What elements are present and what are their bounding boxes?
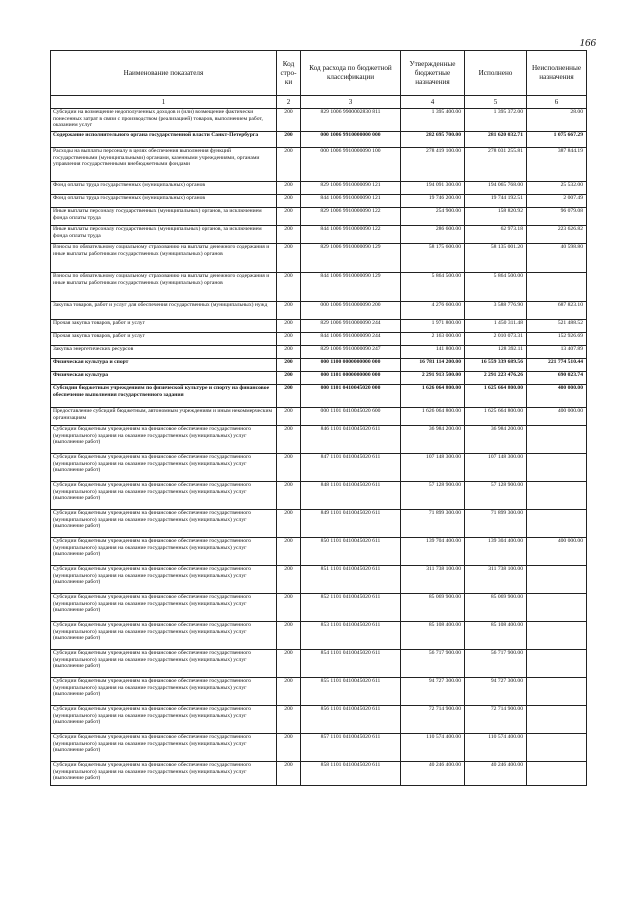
row-unexecuted (527, 510, 587, 538)
row-approved: 16 781 114 200.00 (401, 359, 465, 372)
row-executed: 85 069 900.00 (465, 594, 527, 622)
row-approved: 2 291 913 500.00 (401, 372, 465, 385)
row-line-code: 200 (277, 195, 301, 208)
row-unexecuted: 28.00 (527, 109, 587, 132)
row-executed: 85 108 400.00 (465, 622, 527, 650)
page-number: 166 (579, 37, 596, 49)
header-line-code: Код стро-ки (277, 51, 301, 96)
row-unexecuted: 687 823.10 (527, 302, 587, 320)
row-budget-code: 000 1006 9910000000 000 (301, 132, 401, 148)
row-approved: 194 091 300.00 (401, 182, 465, 195)
row-approved: 2 163 000.00 (401, 333, 465, 346)
table-row (51, 408, 587, 426)
table-header-row (51, 51, 587, 96)
row-budget-code: 000 1101 0410045020 000 (301, 385, 401, 408)
row-unexecuted (527, 566, 587, 594)
row-approved: 139 704 400.00 (401, 538, 465, 566)
row-budget-code: 829 1006 9910000090 129 (301, 244, 401, 273)
table-row (51, 302, 587, 320)
row-name: Иные выплаты персоналу государственных (муниципальных) органов, за исключением фонда оплаты труда (51, 208, 277, 226)
row-unexecuted: 40 598.80 (527, 244, 587, 273)
column-number: 3 (301, 96, 401, 109)
row-unexecuted (527, 678, 587, 706)
column-number: 1 (51, 96, 277, 109)
row-name: Субсидии бюджетным учреждениям на финансовое обеспечение государственного (муниципального) задания на оказание государственных (муниципальных) услуг (выполнение работ) (51, 594, 277, 622)
row-name: Субсидии бюджетным учреждениям на финансовое обеспечение государственного (муниципального) задания на оказание государственных (муниципальных) услуг (выполнение работ) (51, 566, 277, 594)
row-line-code: 200 (277, 734, 301, 762)
row-line-code: 200 (277, 320, 301, 333)
row-name: Субсидии бюджетным учреждениям на финансовое обеспечение государственного (муниципального) задания на оказание государственных (муниципальных) услуг (выполнение работ) (51, 678, 277, 706)
row-executed: 107 148 300.00 (465, 454, 527, 482)
table-row (51, 706, 587, 734)
row-executed: 139 304 400.00 (465, 538, 527, 566)
row-line-code: 200 (277, 346, 301, 359)
row-approved: 36 984 200.00 (401, 426, 465, 454)
row-line-code: 200 (277, 372, 301, 385)
row-budget-code: 829 1006 9910000090 122 (301, 208, 401, 226)
column-number-row (51, 96, 587, 109)
row-unexecuted: 387 844.19 (527, 148, 587, 182)
row-executed: 94 727 300.00 (465, 678, 527, 706)
row-unexecuted: 152 926.69 (527, 333, 587, 346)
row-budget-code: 852 1101 0410045020 611 (301, 594, 401, 622)
row-line-code: 200 (277, 706, 301, 734)
header-name: Наименование показателя (51, 51, 277, 96)
row-approved: 141 800.00 (401, 346, 465, 359)
row-unexecuted: 400 000.00 (527, 408, 587, 426)
row-executed: 2 010 073.31 (465, 333, 527, 346)
column-number: 6 (527, 96, 587, 109)
row-unexecuted: 25 532.00 (527, 182, 587, 195)
row-approved: 286 600.00 (401, 226, 465, 244)
row-name: Субсидии бюджетным учреждениям по физической культуре и спорту на финансовое обеспечение выполнения государственного задания (51, 385, 277, 408)
row-executed: 1 625 664 800.00 (465, 385, 527, 408)
row-name: Прочая закупка товаров, работ и услуг (51, 320, 277, 333)
row-name: Субсидии бюджетным учреждениям на финансовое обеспечение государственного (муниципального) задания на оказание государственных (муниципальных) услуг (выполнение работ) (51, 482, 277, 510)
row-budget-code: 857 1101 0410045020 611 (301, 734, 401, 762)
row-budget-code: 000 1006 9910000090 200 (301, 302, 401, 320)
row-name: Субсидии бюджетным учреждениям на финансовое обеспечение государственного (муниципального) задания на оказание государственных (муниципальных) услуг (выполнение работ) (51, 622, 277, 650)
row-unexecuted (527, 454, 587, 482)
row-line-code: 200 (277, 408, 301, 426)
column-number: 2 (277, 96, 301, 109)
row-name: Закупка энергетических ресурсов (51, 346, 277, 359)
row-budget-code: 856 1101 0410045020 611 (301, 706, 401, 734)
row-executed: 19 744 192.51 (465, 195, 527, 208)
row-name: Физическая культура (51, 372, 277, 385)
row-approved: 71 899 300.00 (401, 510, 465, 538)
row-name: Субсидии бюджетным учреждениям на финансовое обеспечение государственного (муниципального) задания на оказание государственных (муниципальных) услуг (выполнение работ) (51, 510, 277, 538)
table-row (51, 510, 587, 538)
row-line-code: 200 (277, 109, 301, 132)
row-executed: 1 625 664 800.00 (465, 408, 527, 426)
row-executed: 194 065 768.00 (465, 182, 527, 195)
row-budget-code: 000 1100 0000000000 000 (301, 359, 401, 372)
row-unexecuted: 400 000.00 (527, 385, 587, 408)
row-name: Предоставление субсидий бюджетным, автономным учреждениям и иным некоммерческим организациям (51, 408, 277, 426)
row-approved: 107 148 300.00 (401, 454, 465, 482)
row-name: Субсидии бюджетным учреждениям на финансовое обеспечение государственного (муниципального) задания на оказание государственных (муниципальных) услуг (выполнение работ) (51, 650, 277, 678)
row-name: Фонд оплаты труда государственных (муниципальных) органов (51, 182, 277, 195)
row-budget-code: 850 1101 0410045020 611 (301, 538, 401, 566)
row-unexecuted (527, 482, 587, 510)
row-approved: 1 971 800.00 (401, 320, 465, 333)
table-row (51, 333, 587, 346)
table-row (51, 132, 587, 148)
row-budget-code: 844 1006 9910000090 129 (301, 273, 401, 302)
row-line-code: 200 (277, 594, 301, 622)
row-executed: 5 864 500.00 (465, 273, 527, 302)
row-budget-code: 829 1006 9910000090 121 (301, 182, 401, 195)
row-unexecuted (527, 273, 587, 302)
table-row (51, 426, 587, 454)
column-number: 5 (465, 96, 527, 109)
row-line-code: 200 (277, 302, 301, 320)
row-executed: 36 984 200.00 (465, 426, 527, 454)
row-executed: 57 128 900.00 (465, 482, 527, 510)
table-row (51, 482, 587, 510)
row-approved: 19 746 200.00 (401, 195, 465, 208)
row-line-code: 200 (277, 208, 301, 226)
row-budget-code: 846 1101 0410045020 611 (301, 426, 401, 454)
row-name: Физическая культура и спорт (51, 359, 277, 372)
row-unexecuted: 521 488.52 (527, 320, 587, 333)
table-row (51, 148, 587, 182)
row-budget-code: 844 1006 9910000090 122 (301, 226, 401, 244)
table-row (51, 226, 587, 244)
row-line-code: 200 (277, 273, 301, 302)
row-name: Закупка товаров, работ и услуг для обеспечения государственных (муниципальных) нужд (51, 302, 277, 320)
row-executed: 62 973.18 (465, 226, 527, 244)
table-row (51, 594, 587, 622)
row-line-code: 200 (277, 244, 301, 273)
row-unexecuted: 2 007.49 (527, 195, 587, 208)
row-budget-code: 854 1101 0410045020 611 (301, 650, 401, 678)
row-line-code: 200 (277, 226, 301, 244)
row-line-code: 200 (277, 333, 301, 346)
row-executed: 72 714 900.00 (465, 706, 527, 734)
row-name: Субсидии бюджетным учреждениям на финансовое обеспечение государственного (муниципального) задания на оказание государственных (муниципальных) услуг (выполнение работ) (51, 454, 277, 482)
row-executed: 58 135 001.20 (465, 244, 527, 273)
row-executed: 128 392.11 (465, 346, 527, 359)
row-name: Субсидии на возмещение недополученных доходов и (или) возмещение фактически понесенных затрат в связи с производством (реализацией) товаров, выполнением работ, оказанием услуг (51, 109, 277, 132)
row-budget-code: 848 1101 0410045020 611 (301, 482, 401, 510)
row-line-code: 200 (277, 148, 301, 182)
row-approved: 1 395 400.00 (401, 109, 465, 132)
row-unexecuted: 400 000.00 (527, 538, 587, 566)
row-line-code: 200 (277, 538, 301, 566)
row-budget-code: 000 1101 0410045020 600 (301, 408, 401, 426)
table-row (51, 454, 587, 482)
row-executed: 278 031 255.81 (465, 148, 527, 182)
budget-execution-table (50, 50, 587, 786)
row-unexecuted (527, 762, 587, 786)
row-unexecuted (527, 734, 587, 762)
table-row (51, 538, 587, 566)
row-executed: 110 574 400.00 (465, 734, 527, 762)
table-body (51, 109, 587, 786)
row-line-code: 200 (277, 385, 301, 408)
row-approved: 58 175 600.00 (401, 244, 465, 273)
row-approved: 72 714 900.00 (401, 706, 465, 734)
table-row (51, 385, 587, 408)
row-name: Иные выплаты персоналу государственных (муниципальных) органов, за исключением фонда оплаты труда (51, 226, 277, 244)
row-approved: 94 727 300.00 (401, 678, 465, 706)
row-unexecuted: 223 626.82 (527, 226, 587, 244)
row-budget-code: 000 1101 0000000000 000 (301, 372, 401, 385)
table-row (51, 320, 587, 333)
row-executed: 56 717 900.00 (465, 650, 527, 678)
row-budget-code: 829 1006 9900002830 811 (301, 109, 401, 132)
row-line-code: 200 (277, 482, 301, 510)
table-row (51, 244, 587, 273)
row-line-code: 200 (277, 650, 301, 678)
row-executed: 1 395 372.00 (465, 109, 527, 132)
row-line-code: 200 (277, 510, 301, 538)
row-line-code: 200 (277, 762, 301, 786)
row-approved: 4 276 600.00 (401, 302, 465, 320)
row-name: Субсидии бюджетным учреждениям на финансовое обеспечение государственного (муниципального) задания на оказание государственных (муниципальных) услуг (выполнение работ) (51, 762, 277, 786)
row-approved: 85 069 900.00 (401, 594, 465, 622)
row-approved: 56 717 900.00 (401, 650, 465, 678)
row-line-code: 200 (277, 426, 301, 454)
row-budget-code: 858 1101 0410045020 611 (301, 762, 401, 786)
row-executed: 2 291 223 476.26 (465, 372, 527, 385)
row-name: Расходы на выплаты персоналу в целях обеспечения выполнения функций государственными (муниципальными) органами, казенными учреждениями, органами управления государственными внебюджетными фондами (51, 148, 277, 182)
row-executed: 16 559 339 689.56 (465, 359, 527, 372)
row-approved: 110 574 400.00 (401, 734, 465, 762)
row-line-code: 200 (277, 566, 301, 594)
row-approved: 311 738 100.00 (401, 566, 465, 594)
table-row (51, 734, 587, 762)
row-unexecuted: 690 023.74 (527, 372, 587, 385)
row-name: Содержание исполнительного органа государственной власти Санкт-Петербурга (51, 132, 277, 148)
row-executed: 311 738 100.00 (465, 566, 527, 594)
header-unexecuted: Неисполненные назначения (527, 51, 587, 96)
row-line-code: 200 (277, 678, 301, 706)
row-budget-code: 844 1006 9910000090 244 (301, 333, 401, 346)
row-budget-code: 851 1101 0410045020 611 (301, 566, 401, 594)
row-approved: 40 246 400.00 (401, 762, 465, 786)
row-name: Субсидии бюджетным учреждениям на финансовое обеспечение государственного (муниципального) задания на оказание государственных (муниципальных) услуг (выполнение работ) (51, 734, 277, 762)
table-row (51, 762, 587, 786)
row-line-code: 200 (277, 454, 301, 482)
row-line-code: 200 (277, 182, 301, 195)
row-name: Фонд оплаты труда государственных (муниципальных) органов (51, 195, 277, 208)
row-approved: 57 128 900.00 (401, 482, 465, 510)
row-approved: 1 626 064 800.00 (401, 385, 465, 408)
row-executed: 1 450 311.48 (465, 320, 527, 333)
table-row (51, 372, 587, 385)
table-row (51, 346, 587, 359)
row-budget-code: 849 1101 0410045020 611 (301, 510, 401, 538)
row-budget-code: 847 1101 0410045020 611 (301, 454, 401, 482)
row-name: Прочая закупка товаров, работ и услуг (51, 333, 277, 346)
row-approved: 5 864 500.00 (401, 273, 465, 302)
table-row (51, 208, 587, 226)
row-approved: 278 419 100.00 (401, 148, 465, 182)
row-budget-code: 000 1006 9910000090 100 (301, 148, 401, 182)
row-approved: 254 900.00 (401, 208, 465, 226)
row-name: Взносы по обязательному социальному страхованию на выплаты денежного содержания и иные выплаты работникам государственных (муниципальных) органов (51, 273, 277, 302)
row-name: Субсидии бюджетным учреждениям на финансовое обеспечение государственного (муниципального) задания на оказание государственных (муниципальных) услуг (выполнение работ) (51, 426, 277, 454)
row-budget-code: 829 1006 9910000090 247 (301, 346, 401, 359)
header-budget-code: Код расхода по бюджетной классификации (301, 51, 401, 96)
row-unexecuted (527, 622, 587, 650)
row-approved: 282 695 700.00 (401, 132, 465, 148)
row-unexecuted: 1 075 667.29 (527, 132, 587, 148)
row-unexecuted: 13 407.89 (527, 346, 587, 359)
row-budget-code: 844 1006 9910000090 121 (301, 195, 401, 208)
column-number: 4 (401, 96, 465, 109)
row-budget-code: 855 1101 0410045020 611 (301, 678, 401, 706)
header-approved: Утвержденные бюджетные назначения (401, 51, 465, 96)
row-budget-code: 853 1101 0410045020 611 (301, 622, 401, 650)
row-line-code: 200 (277, 132, 301, 148)
table-row (51, 182, 587, 195)
table-row (51, 109, 587, 132)
row-unexecuted (527, 706, 587, 734)
table-row (51, 622, 587, 650)
row-line-code: 200 (277, 622, 301, 650)
row-executed: 3 588 776.90 (465, 302, 527, 320)
row-executed: 158 820.92 (465, 208, 527, 226)
row-unexecuted: 221 774 510.44 (527, 359, 587, 372)
row-executed: 40 246 400.00 (465, 762, 527, 786)
table-row (51, 359, 587, 372)
row-name: Субсидии бюджетным учреждениям на финансовое обеспечение государственного (муниципального) задания на оказание государственных (муниципальных) услуг (выполнение работ) (51, 706, 277, 734)
row-line-code: 200 (277, 359, 301, 372)
table-row (51, 273, 587, 302)
row-approved: 1 626 064 800.00 (401, 408, 465, 426)
row-executed: 71 899 300.00 (465, 510, 527, 538)
row-unexecuted (527, 426, 587, 454)
row-executed: 281 620 032.71 (465, 132, 527, 148)
table-row (51, 678, 587, 706)
row-approved: 85 108 400.00 (401, 622, 465, 650)
row-unexecuted (527, 594, 587, 622)
row-name: Взносы по обязательному социальному страхованию на выплаты денежного содержания и иные выплаты работникам государственных (муниципальных) органов (51, 244, 277, 273)
header-executed: Исполнено (465, 51, 527, 96)
row-unexecuted: 96 079.08 (527, 208, 587, 226)
row-name: Субсидии бюджетным учреждениям на финансовое обеспечение государственного (муниципального) задания на оказание государственных (муниципальных) услуг (выполнение работ) (51, 538, 277, 566)
table-row (51, 650, 587, 678)
table-row (51, 195, 587, 208)
row-budget-code: 829 1006 9910000090 244 (301, 320, 401, 333)
row-unexecuted (527, 650, 587, 678)
table-row (51, 566, 587, 594)
